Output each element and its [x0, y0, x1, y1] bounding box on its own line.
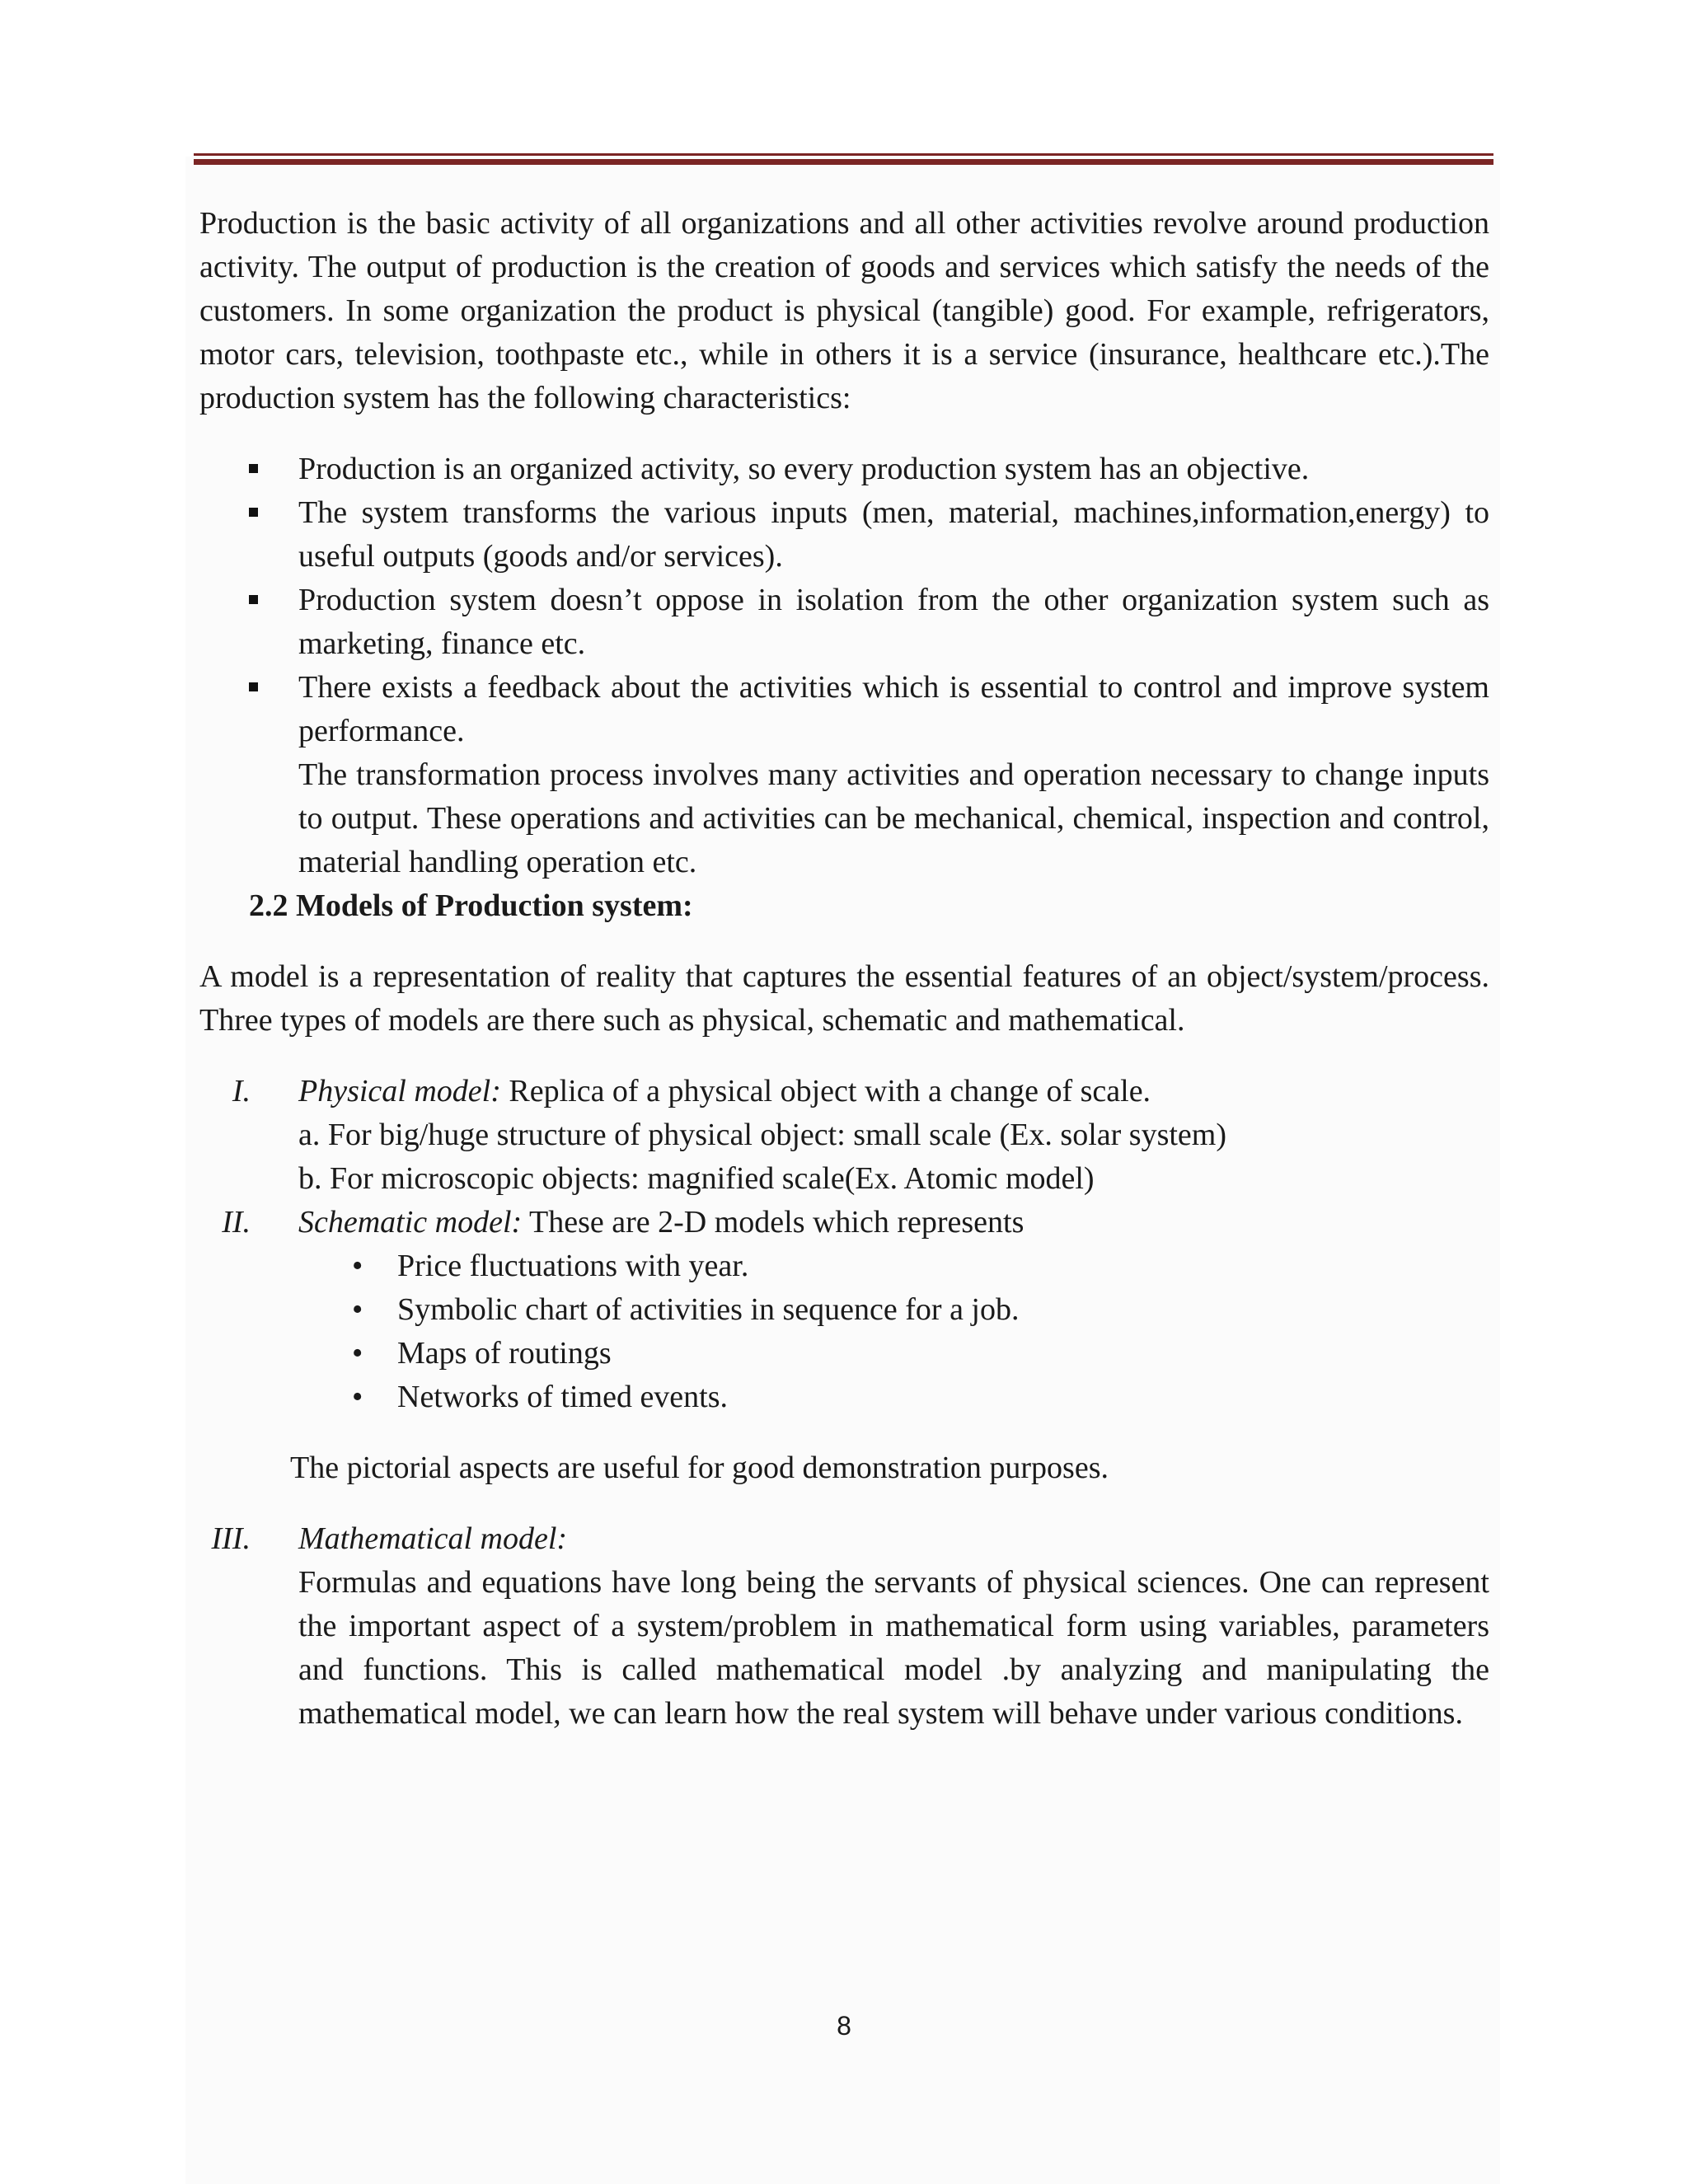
roman-numeral: III. [211, 1521, 251, 1556]
header-rule-thick-line [194, 159, 1493, 165]
physical-model-title: Physical model: [298, 1074, 501, 1108]
intro-paragraph: Production is the basic activity of all organizations and all other activities revolve around production activity. The output of production is the creation of goods and services which satisfy the needs of the customers. In some organization the product is physical (tangible) good. For example, refrigerators, motor cars, television, toothpaste etc., while in others it is a service (insurance, healthcare etc.).The production system has the following characteristics: [199, 206, 1489, 415]
page-number: 8 [837, 2011, 851, 2041]
characteristic-item: The system transforms the various inputs (men, material, machines,information,energy) to useful outputs (goods and/or services). [298, 491, 1489, 579]
mathematical-model-title: Mathematical model: [298, 1521, 568, 1556]
characteristic-item: Production is an organized activity, so every production system has an objective. [298, 448, 1489, 491]
characteristic-item: Production system doesn’t oppose in isolation from the other organization system such as marketing, finance etc. [298, 579, 1489, 666]
schematic-examples-list [199, 1244, 1489, 1419]
transformation-paragraph: The transformation process involves many activities and operation necessary to change inputs to output. These operations and activities can be mechanical, chemical, inspection and control, material handling operation etc. [298, 757, 1489, 879]
header-rule-thin-line [194, 153, 1493, 156]
schematic-example-item: • Price fluctuations with year. [397, 1244, 1489, 1288]
schematic-model-title: Schematic model: [298, 1205, 523, 1240]
roman-numeral: II. [222, 1205, 251, 1240]
physical-model-description: Replica of a physical object with a change of scale. [500, 1074, 1151, 1108]
mathematical-model-item [199, 1517, 1489, 1561]
models-paragraph: A model is a representation of reality that captures the essential features of an object/system/process. Three types of models are there such as physical, schematic and mathematical. [199, 959, 1489, 1038]
schematic-model-item [199, 1201, 1489, 1244]
physical-model-sub-b: b. For microscopic objects: magnified scale(Ex. Atomic model) [298, 1161, 1095, 1196]
header-rule [194, 153, 1493, 165]
schematic-example-item: • Maps of routings [397, 1332, 1489, 1376]
physical-model-sub-a: a. For big/huge structure of physical object: small scale (Ex. solar system) [298, 1118, 1226, 1152]
characteristics-list [199, 448, 1489, 753]
characteristic-item: There exists a feedback about the activities which is essential to control and improve system performance. [298, 666, 1489, 753]
pictorial-note: The pictorial aspects are useful for good demonstration purposes. [290, 1451, 1109, 1485]
section-heading: 2.2 Models of Production system: [249, 888, 693, 923]
roman-numeral: I. [232, 1074, 251, 1108]
document-body [199, 202, 1489, 1736]
physical-model-item [199, 1070, 1489, 1113]
schematic-model-description: These are 2-D models which represents [522, 1205, 1025, 1240]
schematic-example-item: • Symbolic chart of activities in sequence for a job. [397, 1288, 1489, 1332]
mathematical-model-paragraph: Formulas and equations have long being the servants of physical sciences. One can represent the important aspect of a system/problem in mathematical form using variables, parameters and functions. This is called mathematical model .by analyzing and manipulating the mathematical model, we can learn how the real system will behave under various conditions. [298, 1565, 1489, 1731]
schematic-example-item: • Networks of timed events. [397, 1376, 1489, 1419]
